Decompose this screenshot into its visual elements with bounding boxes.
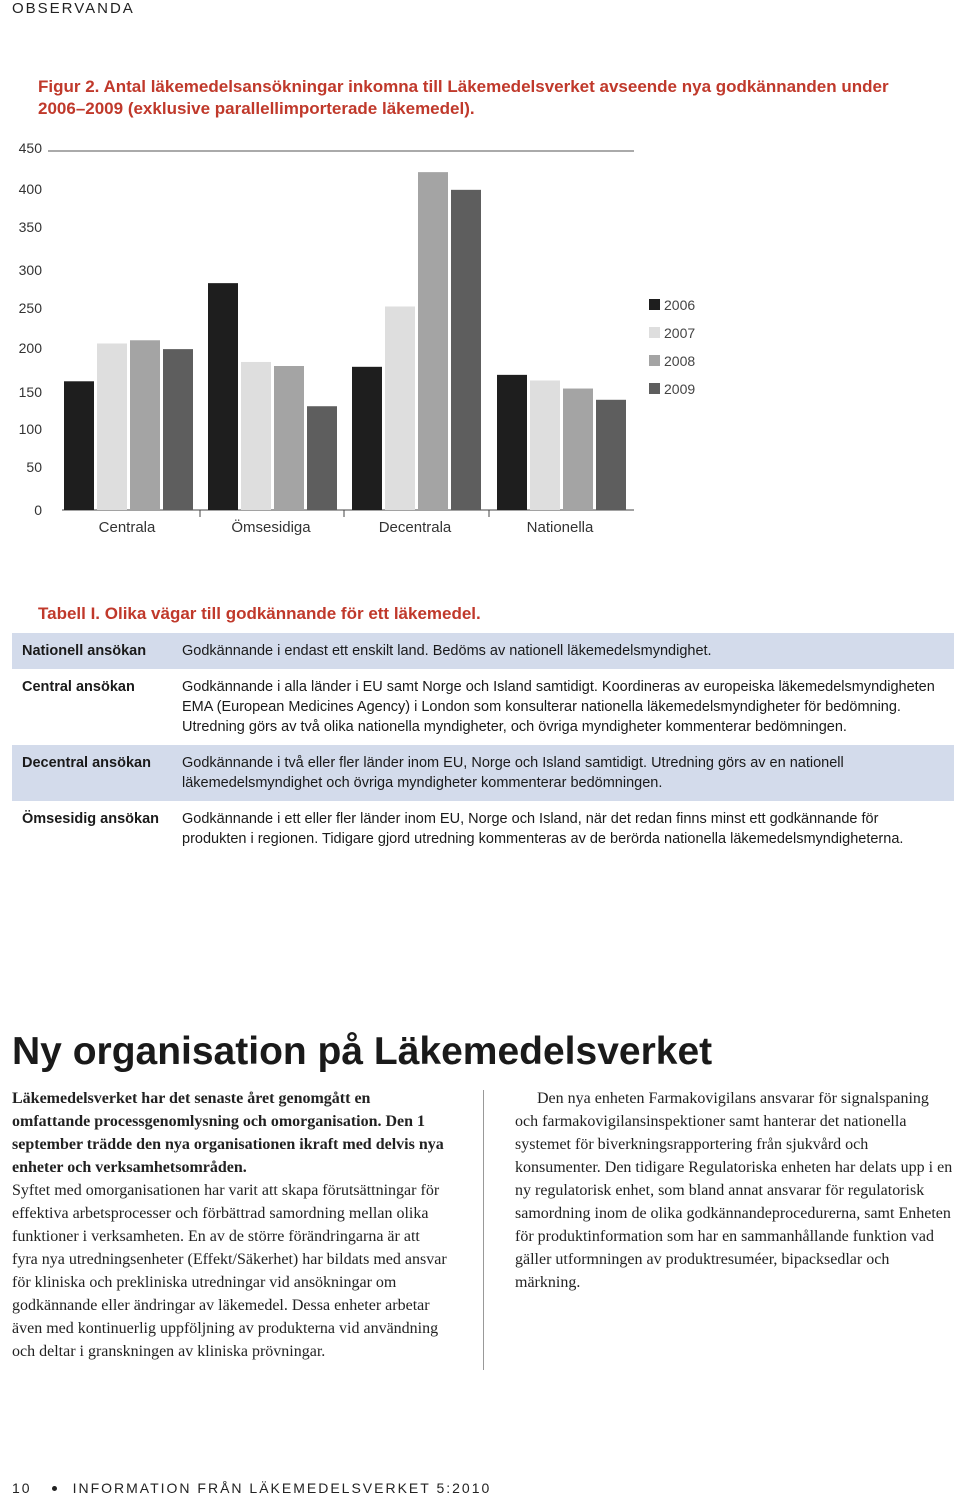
page-number: 10 xyxy=(12,1480,32,1496)
bar xyxy=(563,389,593,510)
bar xyxy=(130,340,160,510)
bar xyxy=(97,343,127,510)
y-tick-label: 200 xyxy=(18,340,42,356)
x-category-label: Nationella xyxy=(526,519,594,536)
bar-chart xyxy=(0,130,960,560)
row-label: Decentral ansökan xyxy=(22,755,151,771)
bar xyxy=(352,367,382,510)
x-category-label: Ömsesidiga xyxy=(231,519,311,536)
bar xyxy=(530,380,560,510)
y-tick-label: 300 xyxy=(18,262,42,278)
column-divider xyxy=(483,1090,484,1370)
x-category-label: Decentrala xyxy=(378,519,452,536)
table-row xyxy=(12,745,954,801)
bar xyxy=(451,190,481,510)
bar xyxy=(418,172,448,510)
row-text: Godkännande i ett eller fler länder inom EU, Norge och Island, när det redan finns minst ett godkännande för produkten i regionen. Tidigare gjord utredning kommenteras av de berörda nationella läkemedelsmyndigheterna. xyxy=(182,811,904,847)
bar xyxy=(385,306,415,510)
y-tick-label: 50 xyxy=(26,459,42,475)
legend-swatch xyxy=(649,327,660,338)
bar xyxy=(596,400,626,510)
legend-swatch xyxy=(649,355,660,366)
figure-caption: Figur 2. Antal läkemedelsansökningar inkomna till Läkemedelsverket avseende nya godkännanden under 2006–2009 (exklusive parallellimporterade läkemedel). xyxy=(38,77,889,118)
article-paragraph: Syftet med omorganisationen har varit att skapa förutsättningar för effektiva arbetsprocesser och förbättrad samordning mellan olika funktioner i verksamheten. En av de större förändringarna är att fyra nya utredningsenheter (Effekt/Säkerhet) har bildats med ansvar för kliniska och prekliniska utredningar vid ansökningar om godkännande eller ändringar av läkemedel. Dessa enheter arbetar även med kontinuerlig uppföljning av produkterna vid användning och deltar i granskningen av kliniska prövningar. xyxy=(12,1182,447,1360)
row-label: Nationell ansökan xyxy=(22,643,147,659)
bar xyxy=(497,375,527,510)
y-tick-label: 400 xyxy=(18,181,42,197)
page-footer xyxy=(12,1480,491,1496)
table-row xyxy=(12,633,954,669)
bullet-icon xyxy=(52,1486,57,1491)
row-text: Godkännande i endast ett enskilt land. Bedöms av nationell läkemedelsmyndighet. xyxy=(182,643,712,659)
approval-routes-table xyxy=(12,633,954,857)
bar xyxy=(307,406,337,510)
article-column-left xyxy=(12,1087,449,1363)
legend-label: 2009 xyxy=(664,381,696,397)
table-row xyxy=(12,669,954,745)
legend-label: 2007 xyxy=(664,325,696,341)
table-row xyxy=(12,801,954,857)
row-text: Godkännande i två eller fler länder inom EU, Norge och Island samtidigt. Utredning görs av en nationell läkemedelsmyndighet och övriga myndigheter kommenterar bedömningen. xyxy=(182,755,844,791)
bar xyxy=(163,349,193,510)
legend-swatch xyxy=(649,383,660,394)
y-tick-label: 0 xyxy=(34,502,42,518)
bar xyxy=(241,362,271,510)
row-label: Ömsesidig ansökan xyxy=(22,811,159,827)
y-tick-label: 100 xyxy=(18,421,42,437)
section-header: OBSERVANDA xyxy=(12,0,135,17)
legend-label: 2008 xyxy=(664,353,696,369)
bar xyxy=(208,283,238,510)
article-column-right xyxy=(515,1087,955,1294)
y-tick-label: 450 xyxy=(18,140,42,156)
article-paragraph: Den nya enheten Farmakovigilans ansvarar för signalspaning och farmakovigilansinspektioner samt hanterar det nationella systemet för biverkningsrapportering från sjukvård och konsumenter. Den tidigare Regulatoriska enheten har delats upp i en ny regulatorisk enhet, som bland annat ansvarar för regulatorisk samordning inom de olika godkännandeprocedurerna, samt Enheten för produktinformation som har en sammanhållande funktion vad gäller utformningen av produktresuméer, bipacksedlar och märkning. xyxy=(515,1090,953,1291)
y-tick-label: 250 xyxy=(18,300,42,316)
legend-swatch xyxy=(649,299,660,310)
y-tick-label: 350 xyxy=(18,219,42,235)
bar xyxy=(64,381,94,510)
table-title: Tabell I. Olika vägar till godkännande för ett läkemedel. xyxy=(38,604,481,623)
row-text: Godkännande i alla länder i EU samt Norge och Island samtidigt. Koordineras av europeiska läkemedelsmyndigheten EMA (European Medicines Agency) i London som konsulterar nationella läkemedelsmyndigheter för bedömning. Utredning görs av två olika nationella myndigheter, och övriga myndigheter kommenterar bedömningen. xyxy=(182,679,935,735)
article-lead: Läkemedelsverket har det senaste året genomgått en omfattande processgenomlysning och omorganisation. Den 1 september trädde den nya organisationen ikraft med delvis nya enheter och verksamhetsområden. xyxy=(12,1090,444,1176)
publication-name: INFORMATION FRÅN LÄKEMEDELSVERKET 5:2010 xyxy=(72,1480,492,1496)
article-title: Ny organisation på Läkemedelsverket xyxy=(12,1030,713,1073)
y-tick-label: 150 xyxy=(18,384,42,400)
bar xyxy=(274,366,304,510)
row-label: Central ansökan xyxy=(22,679,135,695)
x-category-label: Centrala xyxy=(98,519,156,536)
legend-label: 2006 xyxy=(664,297,696,313)
